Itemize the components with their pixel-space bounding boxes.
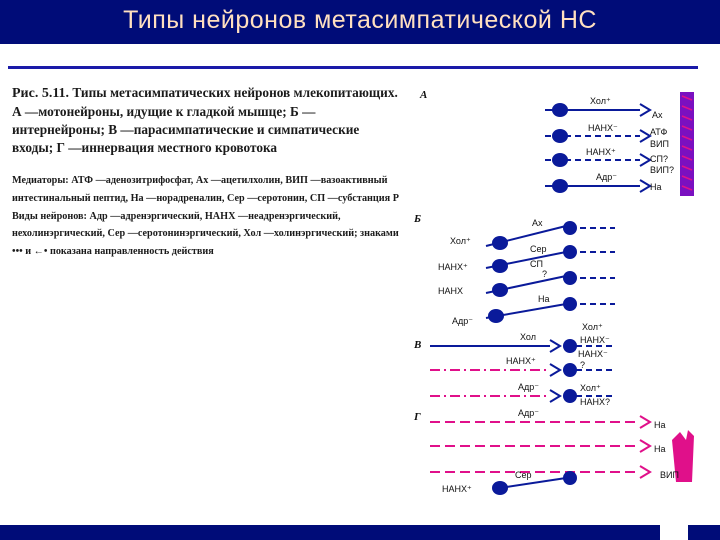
b-label-ah: Ах bbox=[532, 218, 543, 228]
a-label-hol: Хол⁺ bbox=[590, 96, 611, 106]
v-label-q: ? bbox=[580, 360, 586, 370]
b-soma-1 bbox=[563, 221, 577, 235]
b-soma-2 bbox=[563, 245, 577, 259]
a-soma-4 bbox=[552, 179, 568, 193]
a-terminal-4 bbox=[640, 180, 650, 192]
a-terminal-3 bbox=[640, 154, 650, 166]
g-terminal-1 bbox=[640, 416, 650, 428]
a-label-nanh: НАНХ⁻ bbox=[588, 123, 618, 133]
section-g-letter: Г bbox=[414, 411, 421, 423]
b-label-ser: Сер bbox=[530, 244, 547, 254]
g-label-ser: Сер bbox=[515, 470, 532, 480]
footer-bar bbox=[0, 525, 720, 540]
v-label-hol3: Хол⁺ bbox=[580, 383, 601, 393]
a-soma-3 bbox=[552, 153, 568, 167]
b-soma-3 bbox=[563, 271, 577, 285]
v-label-nanh3: НАНХ? bbox=[580, 397, 611, 407]
mediators-note: Медиаторы: АТФ —аденозитрифосфат, Ах —ацетилхолин, ВИП —вазоактивный интестинальный пептид, На —норадреналин, Сер —серотонин, СП —субстанция Р bbox=[12, 175, 399, 204]
b-soma-adr bbox=[488, 309, 504, 323]
v-label-hol: Хол bbox=[520, 332, 536, 342]
page-title: Типы нейронов метасимпатической НС bbox=[123, 6, 597, 34]
a-terminal-2 bbox=[640, 130, 650, 142]
g-label-na: На bbox=[654, 420, 666, 430]
b-soma-nanh2 bbox=[492, 283, 508, 297]
b-label-nanh2: НАНХ bbox=[438, 286, 464, 296]
v-label-nanh-top: НАНХ⁻ bbox=[580, 335, 610, 345]
b-label-na: На bbox=[538, 294, 550, 304]
a-label-na: На bbox=[650, 182, 662, 192]
v-label-nanh: НАНХ⁺ bbox=[506, 356, 536, 366]
g-label-adr: Адр⁻ bbox=[518, 408, 540, 418]
section-b-neurons bbox=[486, 221, 615, 323]
g-soma-nanh bbox=[492, 481, 508, 495]
a-label-ah: Ах bbox=[652, 110, 663, 120]
b-label-adr: Адр⁻ bbox=[452, 316, 474, 326]
g-label-na2: На bbox=[654, 444, 666, 454]
v-label-hol2: Хол⁺ bbox=[582, 322, 603, 332]
section-v-letter: В bbox=[414, 339, 422, 351]
v-terminal-adr bbox=[550, 390, 560, 402]
b-label-hol: Хол⁺ bbox=[450, 236, 471, 246]
section-b-letter: Б bbox=[414, 213, 421, 225]
v-soma-1 bbox=[563, 339, 577, 353]
v-label-nanh2: НАНХ⁻ bbox=[578, 349, 608, 359]
a-label-nanh2: НАНХ⁺ bbox=[586, 147, 616, 157]
g-terminal-2 bbox=[640, 440, 650, 452]
g-terminal-3 bbox=[640, 466, 650, 478]
v-terminal-hol bbox=[550, 340, 560, 352]
v-label-adr: Адр⁻ bbox=[518, 382, 540, 392]
a-label-vip2: ВИП? bbox=[650, 165, 674, 175]
caption-text: Типы метасимпатических нейронов млекопитающих. А —мотонейроны, идущие к гладкой мышце; Б — интернейроны; В —парасимпатические и симпатические входы; Г —иннервация местного кровотока bbox=[12, 85, 398, 155]
v-soma-2 bbox=[563, 363, 577, 377]
a-terminal-1 bbox=[640, 104, 650, 116]
a-soma-2 bbox=[552, 129, 568, 143]
v-soma-3 bbox=[563, 389, 577, 403]
a-label-vip: ВИП bbox=[650, 139, 669, 149]
caption-label: Рис. 5.11. bbox=[12, 86, 70, 101]
neuron-types-note: Виды нейронов: Адр —адренэргический, НАНХ —неадренэргический, нехолинэргический, Сер —серотонинэргический, Хол —холинэргический; знаками ••• и ←• показана направленность действия bbox=[12, 210, 399, 258]
a-label-sp: СП? bbox=[650, 154, 668, 164]
section-a-letter: А bbox=[420, 89, 428, 101]
g-soma-ser bbox=[563, 471, 577, 485]
b-label-q: ? bbox=[542, 269, 548, 279]
a-label-adr: Адр⁻ bbox=[596, 172, 618, 182]
g-label-vip: ВИП bbox=[660, 470, 679, 480]
a-label-atf: АТФ bbox=[650, 127, 668, 137]
g-axon-nanh bbox=[500, 478, 566, 488]
a-soma-1 bbox=[552, 103, 568, 117]
b-label-sp: СП bbox=[530, 259, 543, 269]
b-soma-4 bbox=[563, 297, 577, 311]
b-soma-nanh bbox=[492, 259, 508, 273]
b-soma-hol bbox=[492, 236, 508, 250]
v-terminal-nanh bbox=[550, 364, 560, 376]
g-label-nanh: НАНХ⁺ bbox=[442, 484, 472, 494]
footer-accent-end bbox=[688, 525, 720, 540]
b-label-nanh: НАНХ⁺ bbox=[438, 262, 468, 272]
